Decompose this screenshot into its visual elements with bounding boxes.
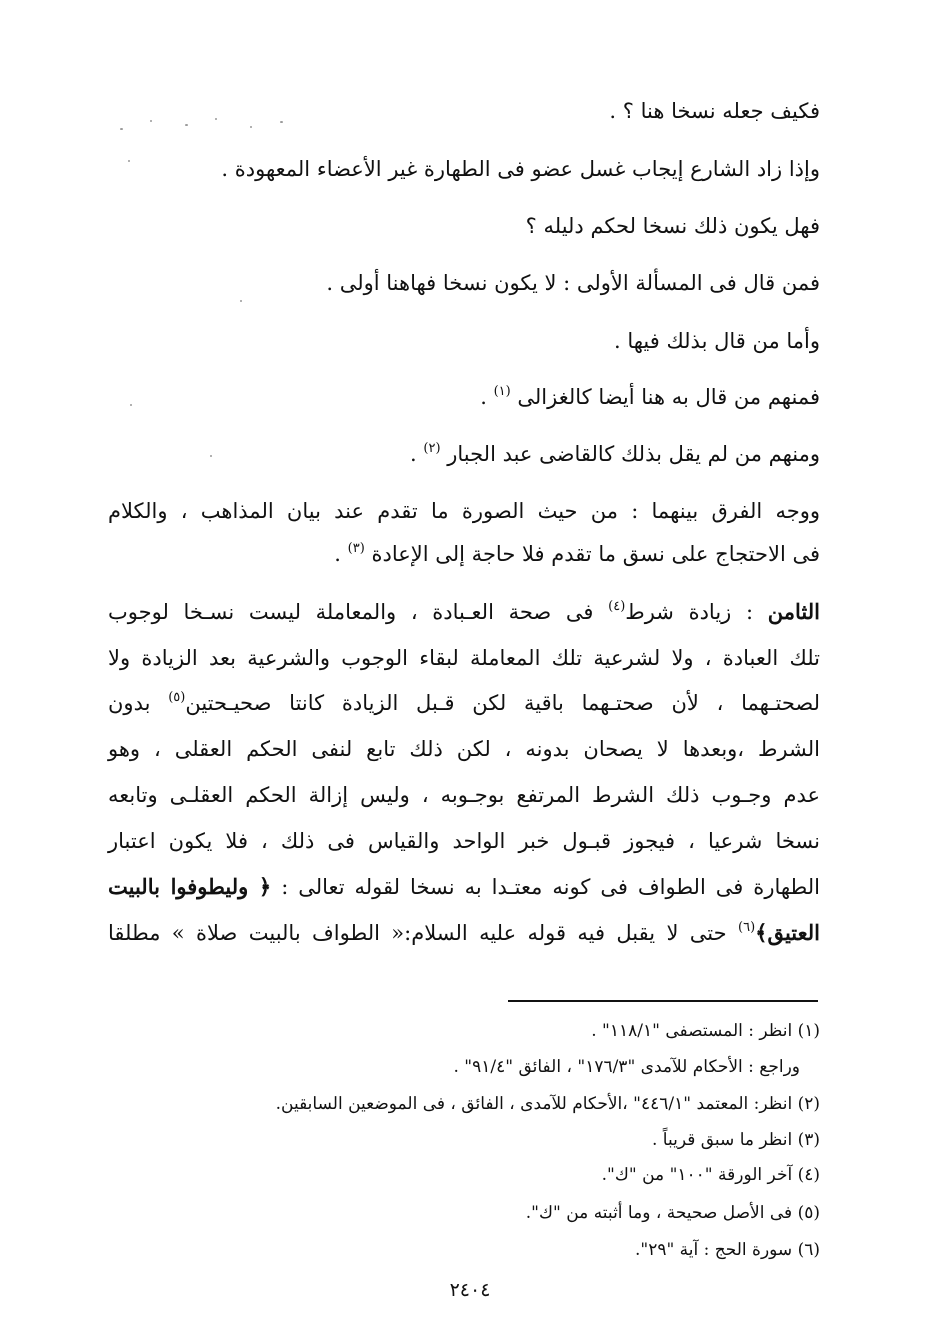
text-line-10 (108, 597, 820, 627)
quran-quote: ﴿ وليطوفوا بالبيت (108, 874, 272, 899)
text-line-6 (480, 382, 820, 412)
line-end-dot: . (410, 442, 417, 466)
text-line-5: وأما من قال بذلك فيها . (613, 329, 820, 353)
footnote-ref-3: (٣) (347, 541, 365, 556)
text-line-17-body: حتى لا يقبل فيه قوله عليه السلام:« الطواف بالبيت صلاة » مطلقا (108, 921, 727, 945)
text-line-9 (334, 539, 820, 569)
text-line-9-body: فى الاحتجاج على نسق ما تقدم فلا حاجة إلى الإعادة (371, 542, 820, 566)
footnote-5: (٥) فى الأصل صحيحة ، وما أثبته من "ك". (525, 1203, 820, 1223)
text-line-10-b: فى صحة العـبادة ، والمعاملة ليست نسـخا لوجوب (108, 600, 594, 624)
footnote-ref-1: (١) (493, 384, 511, 399)
footnote-1-cont: وراجع : الأحكام للآمدى "١٧٦/٣" ، الفائق "٩١/٤" . (453, 1057, 800, 1077)
footnote-ref-4: (٤) (608, 599, 626, 614)
footnote-separator (508, 1000, 818, 1002)
text-line-13: الشرط ،وبعدها لا يصحان بدونه ، لكن ذلك تابع لنفى الحكم العقلى ، وهو (108, 737, 820, 761)
text-line-12-end: بدون (108, 691, 151, 715)
page-number: ٢٤٠٤ (449, 1279, 491, 1301)
text-line-3: فهل يكون ذلك نسخا لحكم دليله ؟ (525, 214, 820, 238)
text-line-1: فكيف جعله نسخا هنا ؟ . (609, 99, 820, 123)
text-line-14: عدم وجـوب ذلك الشرط المرتفع بوجـوبه ، وليس إزالة الحكم العقلـى وتابعه (108, 783, 820, 807)
section-heading: الثامن (767, 599, 820, 624)
footnote-ref-5: (٥) (168, 690, 186, 705)
line-end-dot: . (480, 385, 487, 409)
text-line-2: وإذا زاد الشارع إيجاب غسل عضو فى الطهارة غير الأعضاء المعهودة . (221, 157, 820, 181)
text-line-12-body: لصحتـهما ، لأن صحتـهما باقية لكن قـبل الزيادة كانتا صحيـحتين (185, 691, 820, 715)
text-line-16-body: الطهارة فى الطواف فى كونه معتـدا به نسخا لقوله تعالى : (281, 875, 820, 899)
footnote-3: (٣) انظر ما سبق قريباً . (651, 1130, 820, 1150)
text-line-8: ووجه الفرق بينهما : من حيث الصورة ما تقدم عند بيان المذاهب ، والكلام (108, 499, 820, 523)
text-line-17 (108, 918, 820, 948)
text-line-12 (108, 688, 820, 718)
text-line-7-body: ومنهم من لم يقل بذلك كالقاضى عبد الجبار (447, 442, 820, 466)
footnote-ref-2: (٢) (423, 441, 441, 456)
line-end-dot: . (334, 542, 341, 566)
footnote-4: (٤) آخر الورقة "١٠٠" من "ك". (601, 1165, 820, 1185)
footnote-1: (١) انظر : المستصفى "١١٨/١" . (591, 1021, 820, 1041)
quran-quote-end: العتيق﴾ (755, 920, 820, 945)
text-line-10-a: : زيادة شرط (625, 600, 754, 624)
text-line-7 (410, 439, 820, 469)
text-line-6-body: فمنهم من قال به هنا أيضا كالغزالى (517, 385, 820, 409)
text-line-16 (108, 872, 820, 902)
text-line-4: فمن قال فى المسألة الأولى : لا يكون نسخا فهاهنا أولى . (326, 271, 820, 295)
footnote-6: (٦) سورة الحج : آية "٢٩". (634, 1240, 820, 1260)
footnote-2: (٢) انظر: المعتمد "٤٤٦/١" ،الأحكام للآمدى ، الفائق ، فى الموضعين السابقين. (275, 1094, 820, 1114)
text-line-15: نسخا شرعيا ، فيجوز قبـول خبر الواحد والقياس فى ذلك ، فلا يكون اعتبار (108, 829, 820, 853)
text-line-11: تلك العبادة ، ولا لشرعية تلك المعاملة لبقاء الوجوب والشرعية بعد الزيادة ولا (108, 646, 820, 670)
footnote-ref-6: (٦) (738, 920, 756, 935)
